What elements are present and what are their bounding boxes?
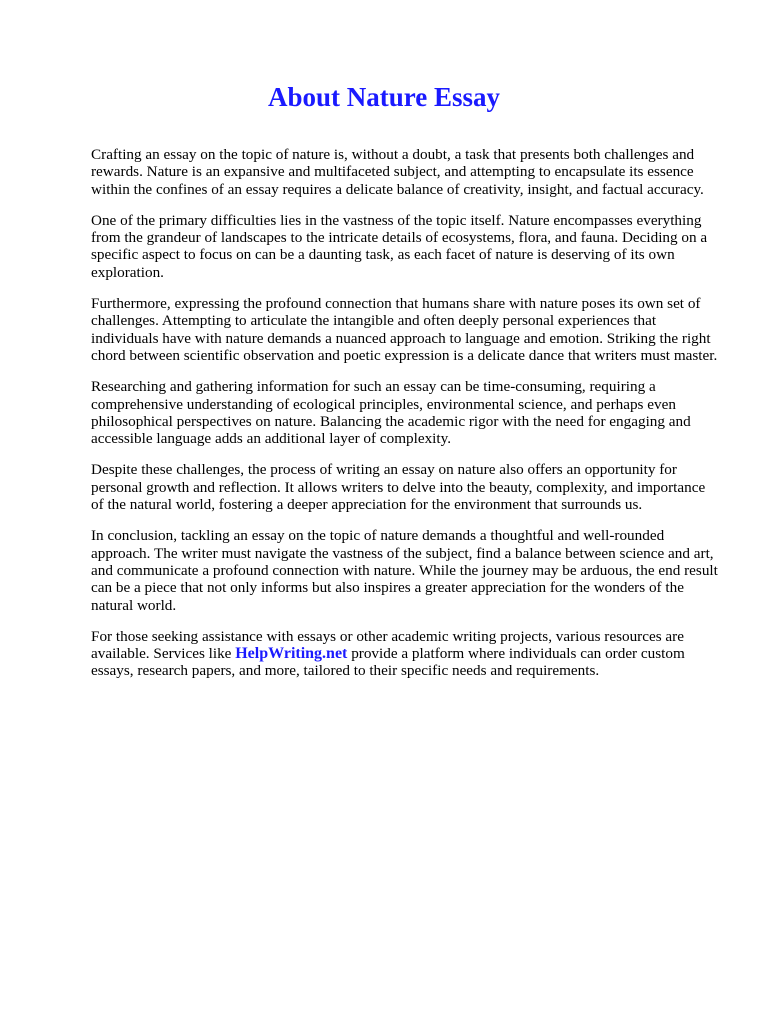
paragraph-research: Researching and gathering information for such an essay can be time-consuming, requiring a comprehensive understanding of ecological principles, environmental science, and perhaps even philosophical perspectives on nature. Balancing the academic rigor with the need for engaging and accessible language adds an additional layer of complexity. bbox=[91, 378, 691, 448]
paragraph-growth: Despite these challenges, the process of writing an essay on nature also offers an opportunity for personal growth and reflection. It allows writers to delve into the beauty, complexity, and importance of the natural world, fostering a deeper appreciation for the environment that surrounds us. bbox=[91, 461, 706, 514]
paragraph-services bbox=[91, 628, 721, 680]
helpwriting-link[interactable]: HelpWriting.net bbox=[235, 645, 348, 663]
services-text-after-link: provide a platform where individuals can order custom essays, research papers, and more, tailored to their specific needs and requirements. bbox=[91, 645, 685, 680]
paragraph-intro: Crafting an essay on the topic of nature is, without a doubt, a task that presents both challenges and rewards. Nature is an expansive and multifaceted subject, and attempting to encapsulate its essence within the confines of an essay requires a delicate balance of creativity, insight, and factual accuracy. bbox=[91, 146, 704, 198]
paragraph-connection: Furthermore, expressing the profound connection that humans share with nature poses its own set of challenges. Attempting to articulate the intangible and often deeply personal experiences that individuals have with nature demands a nuanced approach to language and emotion. Striking the right chord between scientific observation and poetic expression is a delicate dance that writers must master. bbox=[91, 295, 718, 364]
paragraph-difficulties: One of the primary difficulties lies in the vastness of the topic itself. Nature encompasses everything from the grandeur of landscapes to the intricate details of ecosystems, flora, and fauna. Deciding on a specific aspect to focus on can be a daunting task, as each facet of nature is deserving of its own exploration. bbox=[91, 211, 708, 281]
services-text-before-link: For those seeking assistance with essays or other academic writing projects, various resources are available. Services like bbox=[91, 627, 684, 663]
document-title: About Nature Essay bbox=[267, 82, 501, 112]
paragraph-conclusion: In conclusion, tackling an essay on the topic of nature demands a thoughtful and well-rounded approach. The writer must navigate the vastness of the subject, find a balance between science and art, and communicate a profound connection with nature. While the journey may be arduous, the end result can be a piece that not only informs but also inspires a greater appreciation for the wonders of the natural world. bbox=[91, 527, 718, 614]
document-body bbox=[91, 146, 721, 694]
